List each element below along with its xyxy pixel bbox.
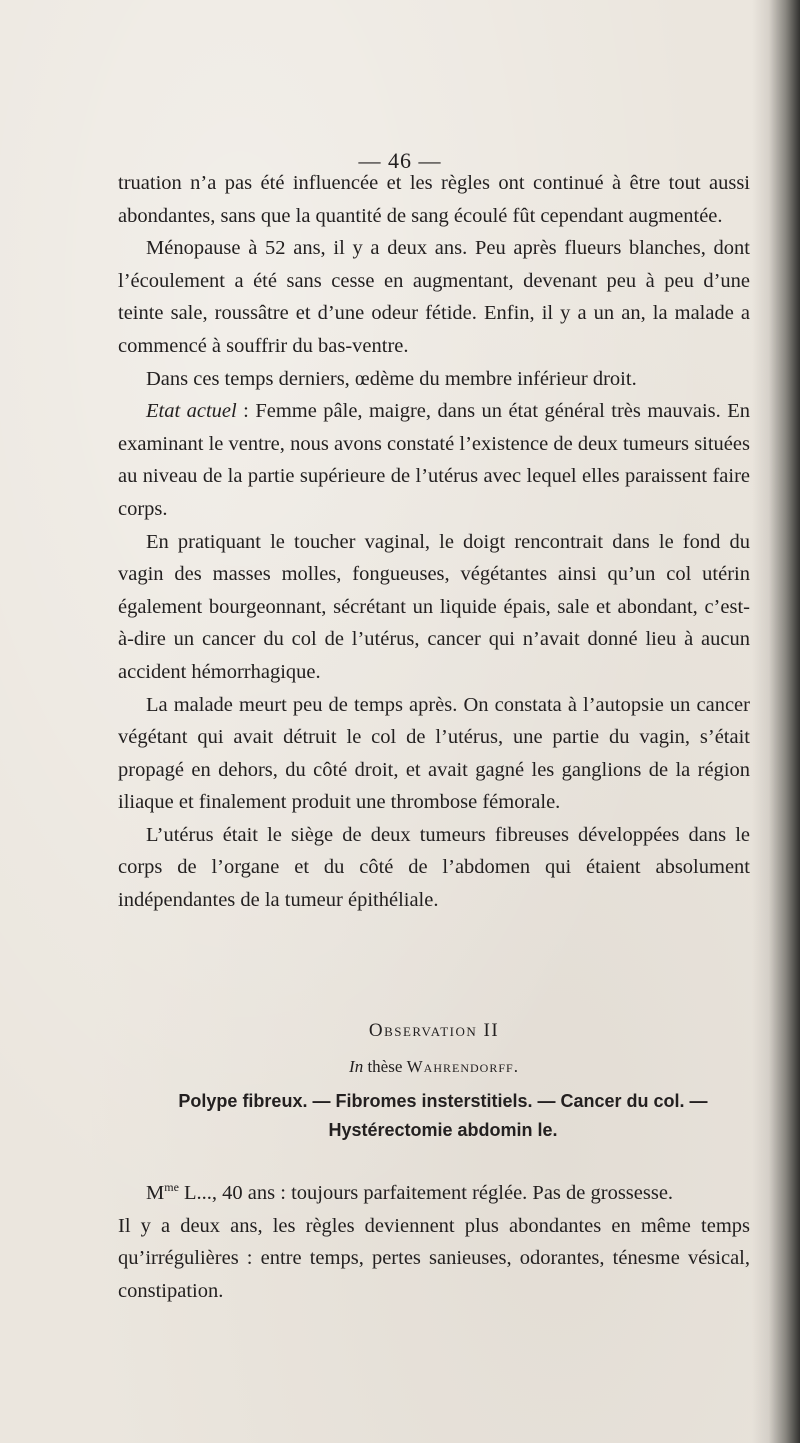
- paragraph-7: [118, 819, 750, 917]
- paragraph-2-text: Ménopause à 52 ans, il y a deux ans. Peu après flueurs blanches, dont l’écoulement a été sans cesse en augmentant, devenant peu à peu d’une teinte sale, roussâtre et d’une odeur fétide. Enfin, il y a un an, la malade a commencé à souffrir du bas-ventre.: [118, 237, 750, 357]
- patient-sup: me: [164, 1180, 179, 1195]
- body-text: [118, 167, 750, 917]
- paragraph-5: [118, 526, 750, 689]
- paragraph-6: [118, 689, 750, 819]
- paragraph-6-text: La malade meurt peu de temps après. On constata à l’autopsie un cancer végétant qui avait détruit le col de l’utérus, une partie du vagin, s’était propagé en dehors, du côté droit, et avait gagné les ganglions de la région iliaque et finalement produit une thrombose fémorale.: [118, 693, 750, 814]
- observation-paragraph-1-text: L..., 40 ans : toujours parfaitement réglée. Pas de grossesse.: [178, 1182, 674, 1204]
- observation-source-word: thèse: [367, 1057, 403, 1076]
- observation-source: [0, 1057, 800, 1077]
- observation-source-author: Wahrendorff.: [406, 1057, 519, 1076]
- paragraph-3-text: Dans ces temps derniers, œdème du membre inférieur droit.: [146, 367, 637, 390]
- paragraph-2: [118, 232, 750, 362]
- observation-title: Observation II: [368, 1020, 500, 1041]
- paragraph-7-text: L’utérus était le siège de deux tumeurs fibreuses développées dans le corps de l’organe et du côté de l’abdomen qui étaient absolument indépendantes de la tumeur épithéliale.: [118, 823, 750, 912]
- paragraph-5-text: En pratiquant le toucher vaginal, le doigt rencontrait dans le fond du vagin des masses molles, fongueuses, végétantes ainsi qu’un col utérin également bourgeonnant, sécrétant un liquide épais, sale et abondant, c’est-à-dire un cancer du col de l’utérus, cancer qui n’avait donné lieu à aucun accident hémorrhagique.: [118, 530, 750, 683]
- paragraph-3: [118, 363, 750, 396]
- paragraph-1: truation n’a pas été influencée et les règles ont continué à être tout aussi abondantes, sans que la quantité de sang écoulé fût cependant augmentée.: [118, 172, 750, 227]
- observation-text: [118, 1177, 750, 1307]
- page-number: — 46 —: [358, 148, 442, 173]
- observation-paragraph-1: [118, 1177, 750, 1210]
- observation-paragraph-2-text: Il y a deux ans, les règles deviennent plus abondantes en même temps qu’irrégulières : entre temps, pertes sanieuses, odorantes, ténesme vésical, constipation.: [118, 1214, 750, 1302]
- paragraph-4: [118, 395, 750, 525]
- etat-actuel-separator: :: [236, 400, 256, 423]
- patient-prefix: M: [146, 1182, 165, 1204]
- page-edge-shadow: [752, 0, 800, 1443]
- observation-heading: Polype fibreux. — Fibromes insterstitiels. — Cancer du col. — Hystérectomie abdomin le.: [178, 1091, 708, 1140]
- observation-source-prefix: In: [349, 1057, 364, 1076]
- paragraph-4-text: Femme pâle, maigre, dans un état général très mauvais. En examinant le ventre, nous avons constaté l’existence de deux tumeurs situées au niveau de la partie supérieure de l’utérus avec lequel elles paraissent faire corps.: [118, 400, 750, 520]
- observation-paragraph-2: [118, 1210, 750, 1308]
- etat-actuel-label: Etat actuel: [146, 400, 237, 423]
